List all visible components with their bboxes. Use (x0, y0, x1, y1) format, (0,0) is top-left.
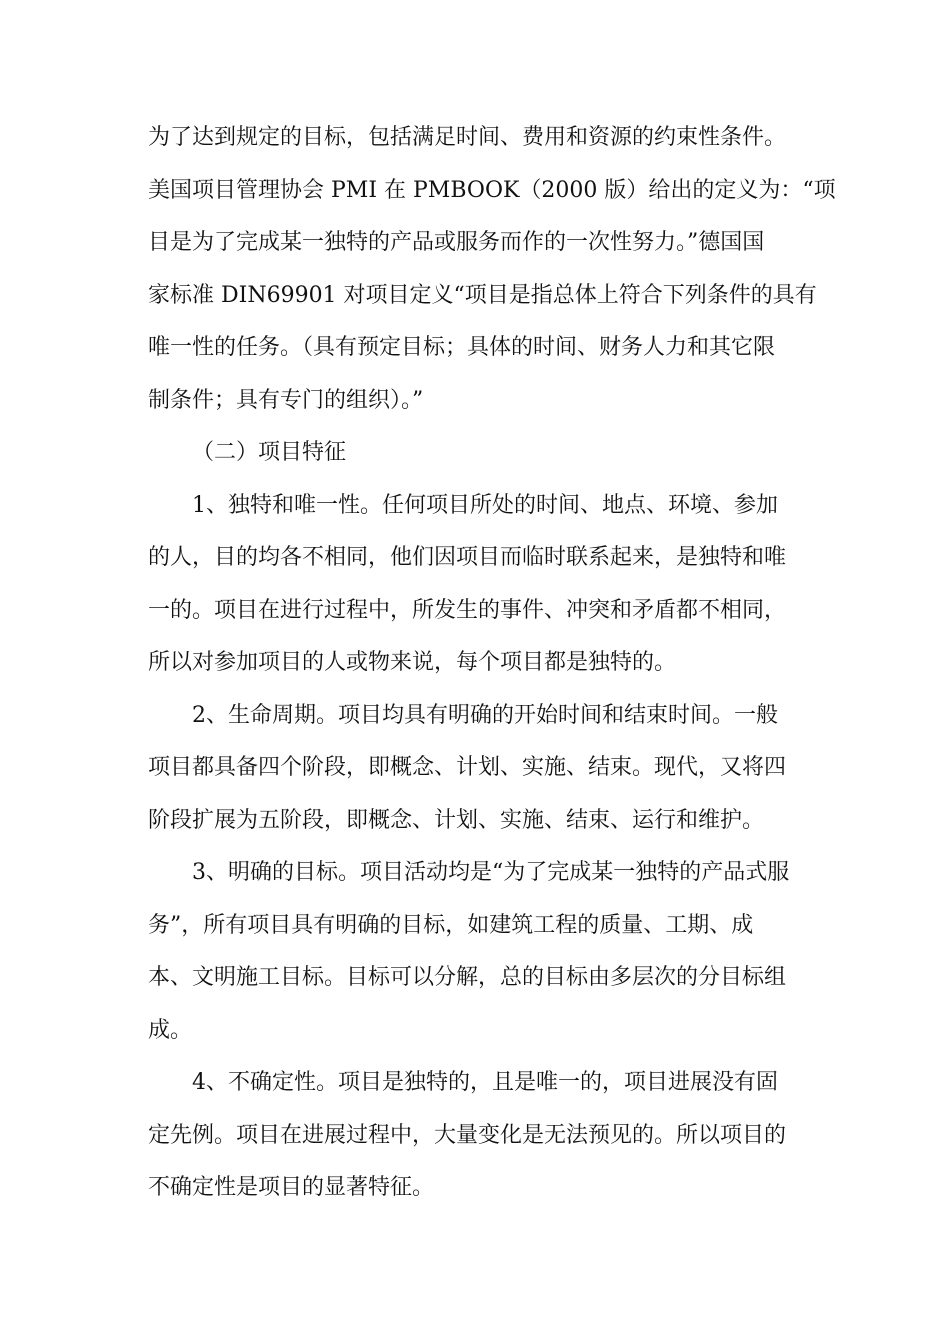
text-line: 制条件；具有专门的组织）。” (148, 387, 424, 413)
text-line: 所以对参加项目的人或物来说，每个项目都是独特的。 (148, 650, 677, 675)
text-line: 为了达到规定的目标，包括满足时间、费用和资源的约束性条件。 (148, 125, 787, 150)
text-line: 3、明确的目标。项目活动均是“为了完成某一独特的产品式服 (192, 860, 790, 885)
text-line: 2、生命周期。项目均具有明确的开始时间和结束时间。一般 (192, 702, 778, 728)
text-line: 1、独特和唯一性。任何项目所处的时间、地点、环境、参加 (192, 492, 778, 518)
text-line: 目是为了完成某一独特的产品或服务而作的一次性努力。”德国国 (148, 230, 765, 255)
text-line: 的人，目的均各不相同，他们因项目而临时联系起来，是独特和唯 (148, 545, 787, 570)
text-line: 一的。项目在进行过程中，所发生的事件、冲突和矛盾都不相同， (148, 597, 787, 623)
text-line: 美国项目管理协会 PMI 在 PMBOOK（2000 版）给出的定义为：“项 (148, 177, 836, 203)
text-line: 4、不确定性。项目是独特的，且是唯一的，项目进展没有固 (192, 1070, 778, 1095)
text-line: 家标准 DIN69901 对项目定义“项目是指总体上符合下列条件的具有 (148, 282, 817, 308)
text-line: 本、文明施工目标。目标可以分解，总的目标由多层次的分目标组 (148, 965, 787, 990)
text-line: 务”，所有项目具有明确的目标，如建筑工程的质量、工期、成 (148, 912, 754, 938)
text-line: 阶段扩展为五阶段，即概念、计划、实施、结束、运行和维护。 (148, 807, 765, 833)
body-text (148, 112, 836, 1215)
section-heading: （二）项目特征 (192, 440, 347, 465)
text-line: 不确定性是项目的显著特征。 (148, 1175, 435, 1200)
text-line: 定先例。项目在进展过程中，大量变化是无法预见的。所以项目的 (148, 1122, 787, 1148)
text-line: 项目都具备四个阶段，即概念、计划、实施、结束。现代，又将四 (148, 755, 787, 780)
text-line: 唯一性的任务。（具有预定目标；具体的时间、财务人力和其它限 (148, 335, 776, 360)
text-line: 成。 (148, 1017, 193, 1043)
